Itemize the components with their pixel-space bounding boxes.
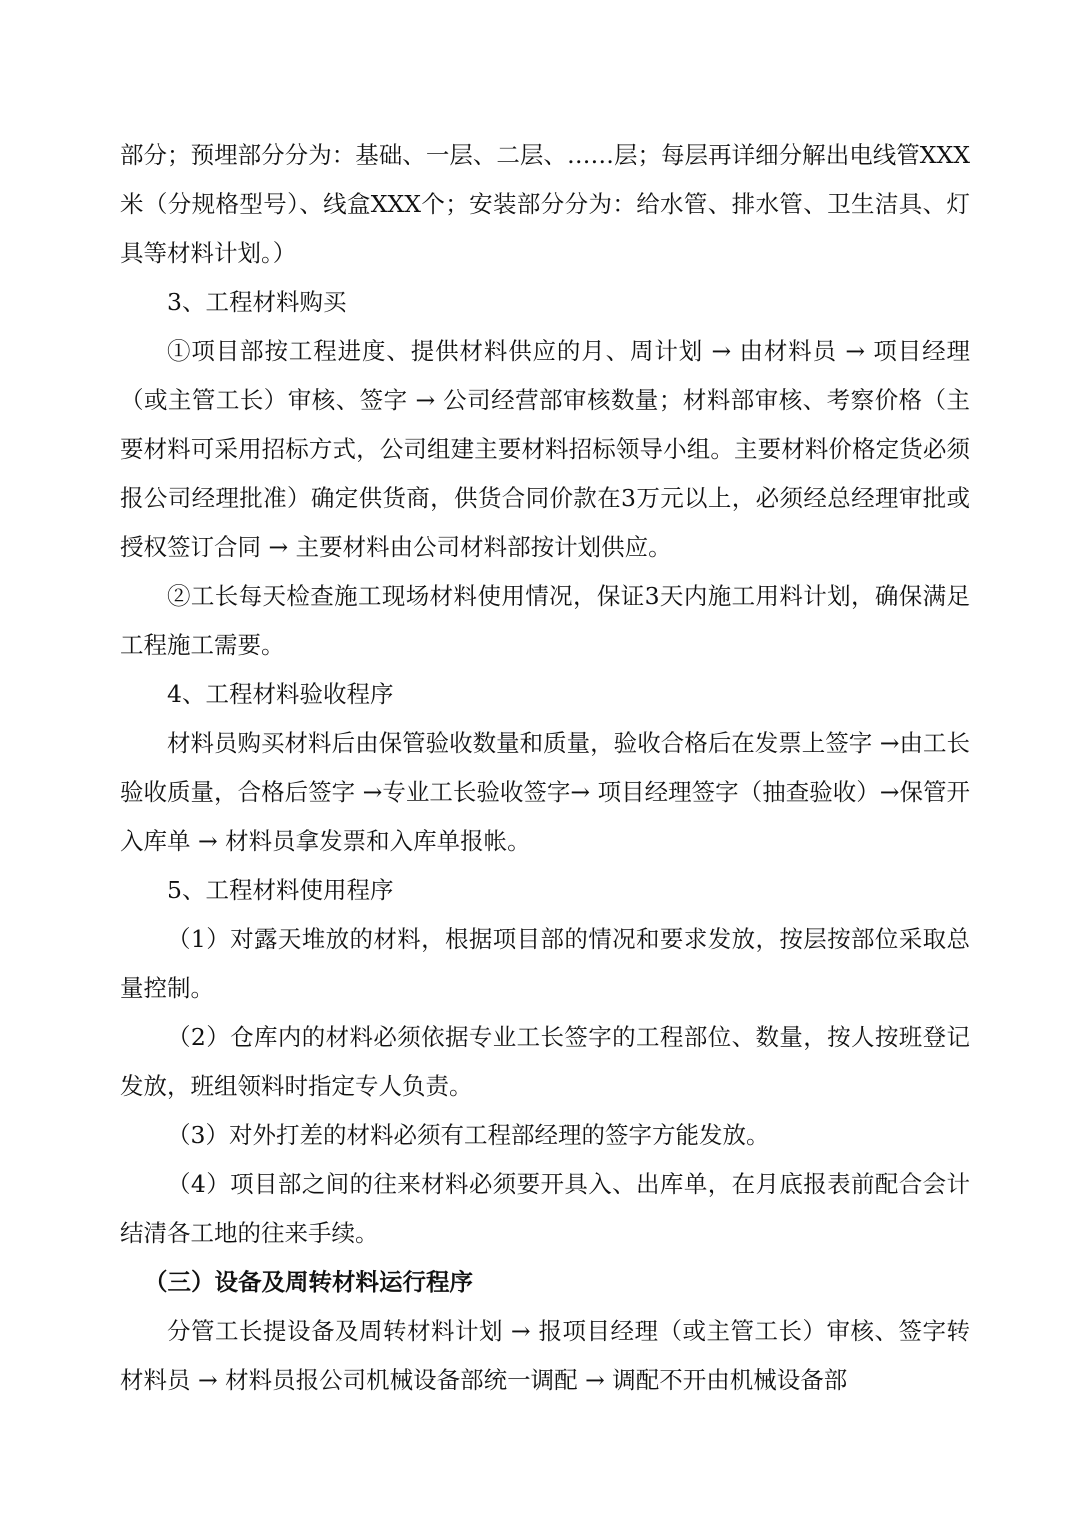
section-heading: 3、工程材料购买 [167,288,347,316]
body-paragraph: （2）仓库内的材料必须依据专业工长签字的工程部位、数量，按人按班登记发放，班组领料时指定专人负责。 [120,1023,970,1100]
body-paragraph: 分管工长提设备及周转材料计划 → 报项目经理（或主管工长）审核、签字转材料员 → 材料员报公司机械设备部统一调配 → 调配不开由机械设备部 [120,1317,970,1394]
body-paragraph: 部分；预埋部分分为：基础、一层、二层、……层；每层再详细分解出电线管XXX米（分规格型号）、线盒XXX个；安装部分分为：给水管、排水管、卫生洁具、灯具等材料计划。） [120,141,970,267]
section-heading: 5、工程材料使用程序 [167,876,394,904]
document-body [120,131,970,1405]
body-paragraph: （1）对露天堆放的材料，根据项目部的情况和要求发放，按层按部位采取总量控制。 [120,925,970,1002]
body-paragraph: ①项目部按工程进度、提供材料供应的月、周计划 → 由材料员 → 项目经理（或主管工长）审核、签字 → 公司经营部审核数量；材料部审核、考察价格（主要材料可采用招标方式，公司组建主要材料招标领导小组。主要材料价格定货必须报公司经理批准）确定供货商，供货合同价款在3万元以上，必须经总经理审批或授权签订合同 → 主要材料由公司材料部按计划供应。 [120,337,970,561]
body-paragraph: （4）项目部之间的往来材料必须要开具入、出库单，在月底报表前配合会计结清各工地的往来手续。 [120,1170,970,1247]
subsection-heading: （三）设备及周转材料运行程序 [144,1268,473,1296]
section-heading: 4、工程材料验收程序 [167,680,394,708]
body-paragraph: ②工长每天检查施工现场材料使用情况，保证3天内施工用料计划，确保满足工程施工需要。 [120,582,970,659]
body-paragraph: （3）对外打差的材料必须有工程部经理的签字方能发放。 [167,1121,770,1149]
body-paragraph: 材料员购买材料后由保管验收数量和质量，验收合格后在发票上签字 →由工长验收质量，合格后签字 →专业工长验收签字→ 项目经理签字（抽查验收）→保管开入库单 → 材料员拿发票和入库单报帐。 [120,729,970,855]
